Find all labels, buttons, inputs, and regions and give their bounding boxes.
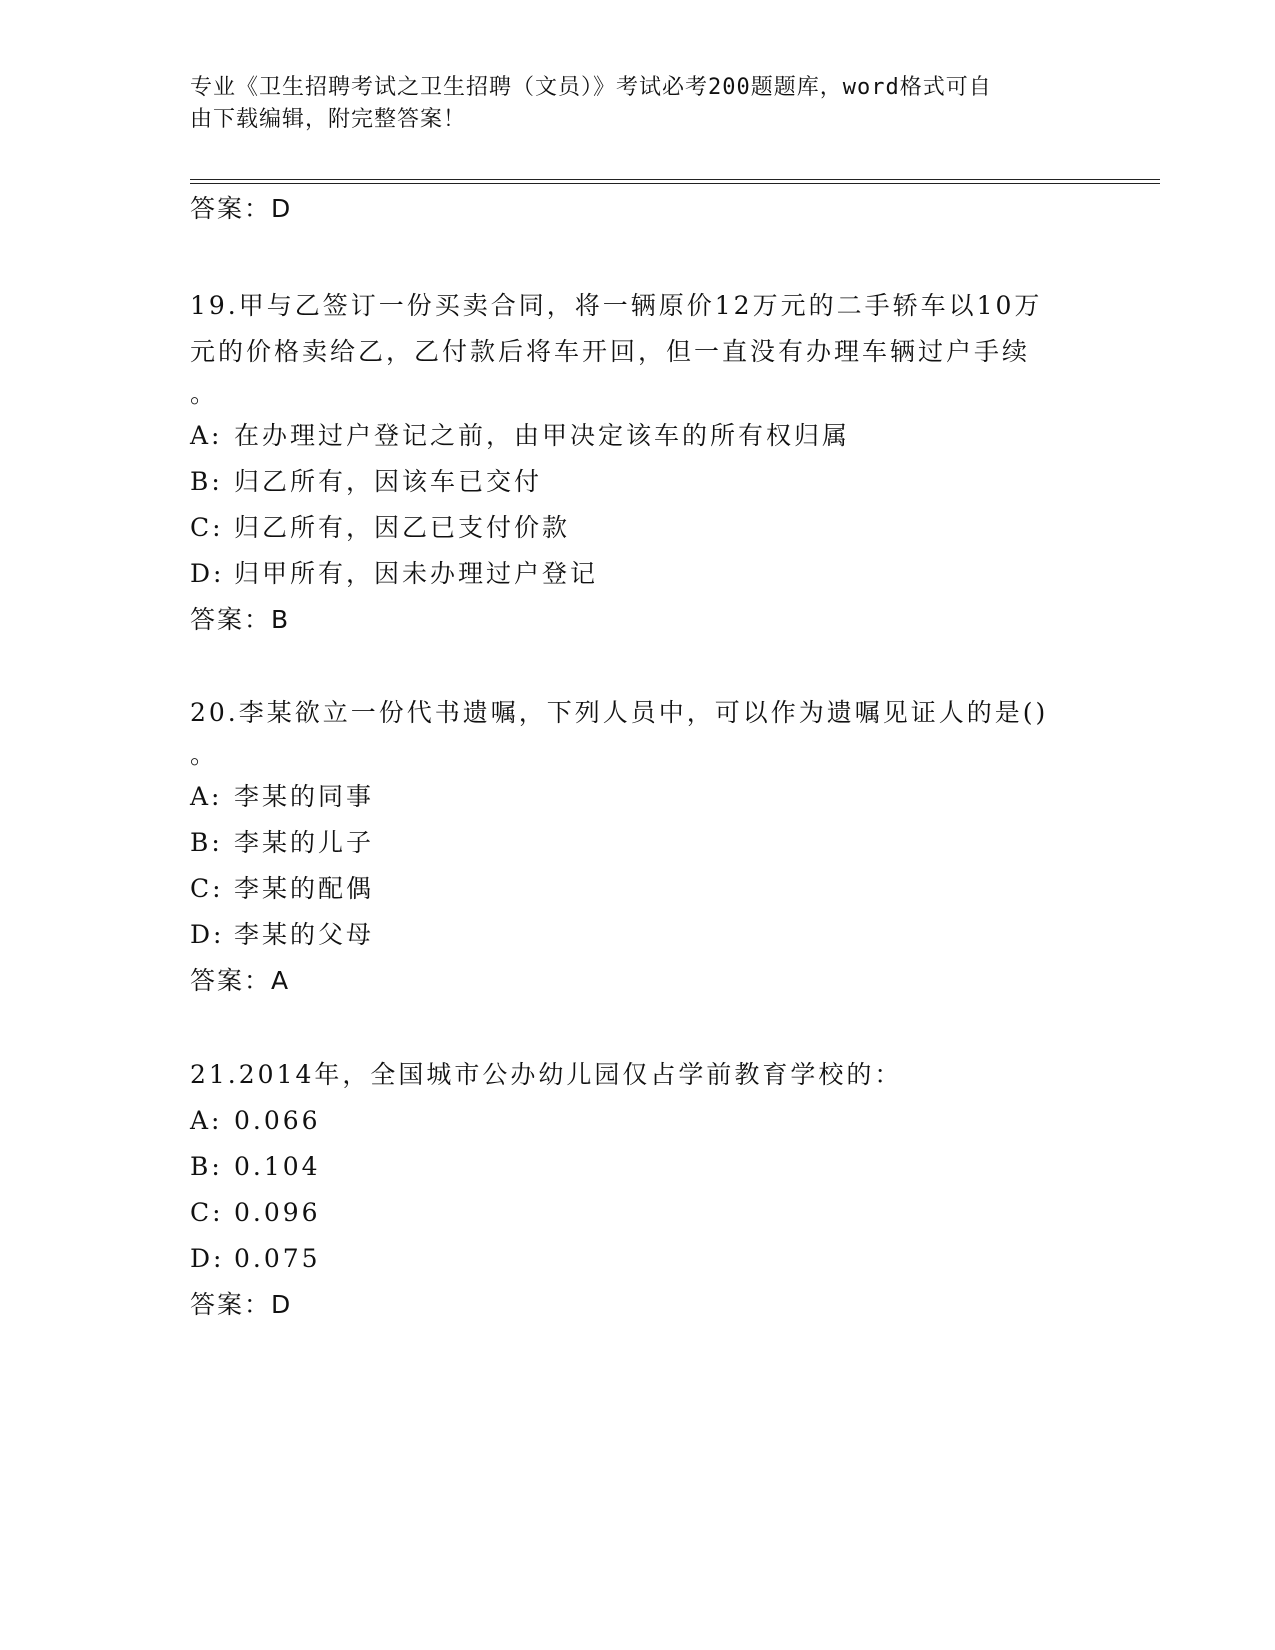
option-b bbox=[190, 1144, 1090, 1190]
option-key: B: bbox=[190, 467, 223, 496]
option-a bbox=[190, 413, 1090, 459]
option-key: C: bbox=[190, 874, 224, 903]
question-line: 。 bbox=[190, 740, 219, 769]
option-key: B: bbox=[190, 828, 223, 857]
option-key: A: bbox=[190, 782, 223, 811]
option-key: B: bbox=[190, 1152, 223, 1181]
option-key: D: bbox=[190, 920, 225, 949]
option-key: C: bbox=[190, 1198, 224, 1227]
option-a bbox=[190, 774, 1090, 820]
question-19 bbox=[190, 283, 1090, 643]
option-a bbox=[190, 1098, 1090, 1144]
option-c bbox=[190, 505, 1090, 551]
option-text: 李某的父母 bbox=[234, 920, 375, 949]
answer: 答案：B bbox=[190, 605, 291, 634]
question-line: 。 bbox=[190, 379, 219, 408]
option-key: C: bbox=[190, 513, 224, 542]
option-text: 0.075 bbox=[234, 1244, 321, 1273]
option-c bbox=[190, 866, 1090, 912]
option-d bbox=[190, 1236, 1090, 1282]
question-line: 20.李某欲立一份代书遗嘱，下列人员中，可以作为遗嘱见证人的是() bbox=[190, 698, 1049, 727]
option-text: 李某的配偶 bbox=[234, 874, 375, 903]
header-line-1: 专业《卫生招聘考试之卫生招聘（文员）》考试必考200题题库，word格式可自 bbox=[190, 75, 992, 100]
answer: 答案：D bbox=[190, 1290, 293, 1319]
question-line: 19.甲与乙签订一份买卖合同，将一辆原价12万元的二手轿车以10万 bbox=[190, 291, 1043, 320]
option-key: A: bbox=[190, 421, 223, 450]
option-c bbox=[190, 1190, 1090, 1236]
option-b bbox=[190, 459, 1090, 505]
option-text: 0.104 bbox=[234, 1152, 321, 1181]
option-text: 归甲所有，因未办理过户登记 bbox=[234, 559, 599, 588]
option-text: 李某的同事 bbox=[234, 782, 375, 811]
option-text: 0.066 bbox=[234, 1106, 321, 1135]
document-header bbox=[190, 72, 1090, 136]
question-line: 21.2014年，全国城市公办幼儿园仅占学前教育学校的： bbox=[190, 1060, 903, 1089]
option-text: 李某的儿子 bbox=[234, 828, 375, 857]
header-divider-secondary bbox=[190, 183, 1160, 184]
header-divider bbox=[190, 179, 1160, 180]
option-key: D: bbox=[190, 559, 225, 588]
option-text: 0.096 bbox=[234, 1198, 321, 1227]
answer: 答案：A bbox=[190, 966, 291, 995]
previous-answer: 答案：D bbox=[190, 194, 293, 223]
previous-answer-block bbox=[190, 186, 1090, 232]
question-21 bbox=[190, 1052, 1090, 1328]
header-line-2: 由下载编辑，附完整答案！ bbox=[190, 107, 467, 132]
question-20 bbox=[190, 690, 1090, 1004]
option-d bbox=[190, 551, 1090, 597]
option-text: 在办理过户登记之前，由甲决定该车的所有权归属 bbox=[234, 421, 851, 450]
option-b bbox=[190, 820, 1090, 866]
option-d bbox=[190, 912, 1090, 958]
option-text: 归乙所有，因乙已支付价款 bbox=[234, 513, 571, 542]
question-line: 元的价格卖给乙，乙付款后将车开回，但一直没有办理车辆过户手续 bbox=[190, 337, 1031, 366]
option-key: A: bbox=[190, 1106, 223, 1135]
option-key: D: bbox=[190, 1244, 225, 1273]
option-text: 归乙所有，因该车已交付 bbox=[234, 467, 543, 496]
